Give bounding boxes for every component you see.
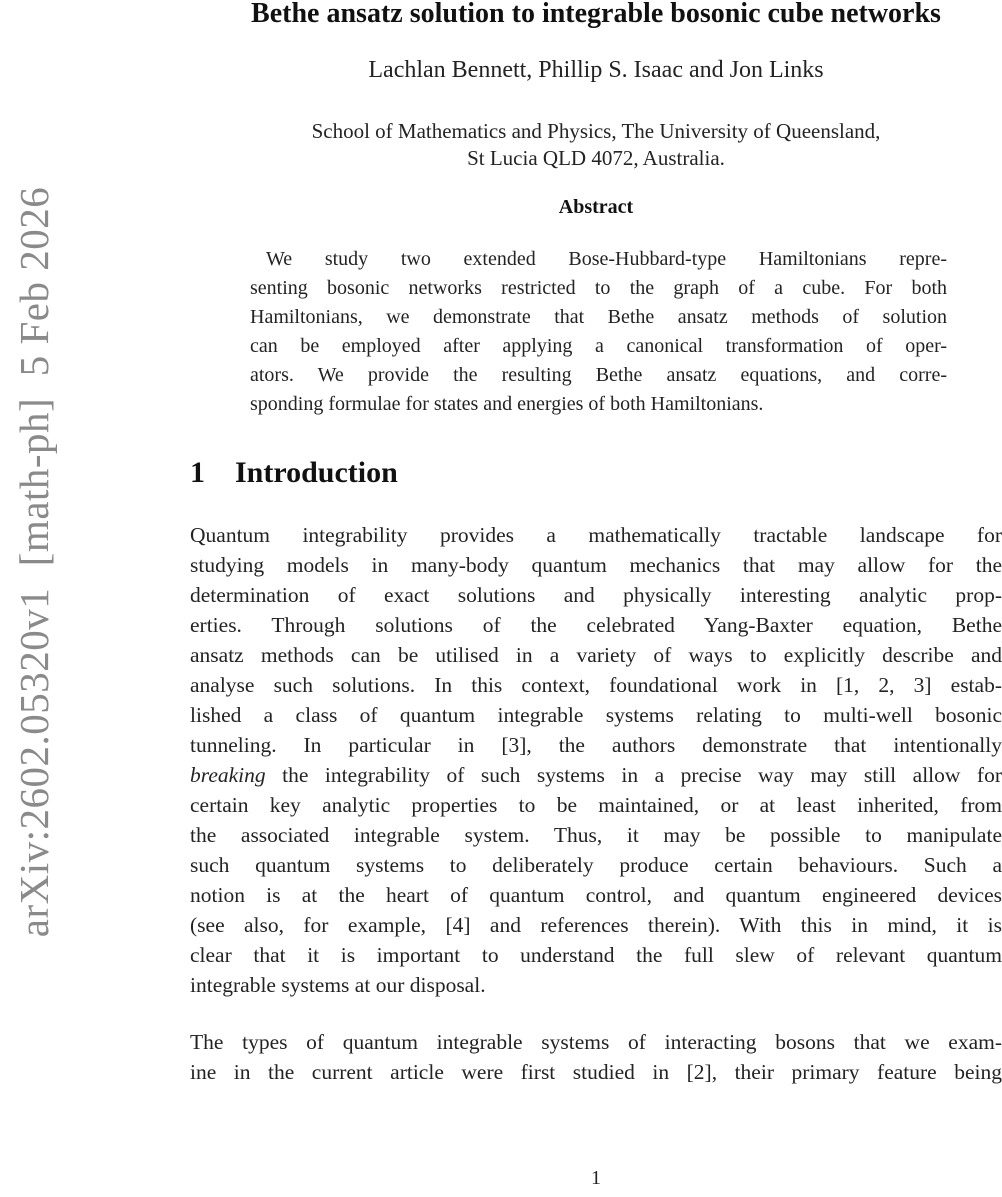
text-line: senting bosonic networks restricted to the graph of a cube. For both <box>250 277 947 299</box>
text-line: The types of quantum integrable systems of interacting bosons that we exam- <box>190 1030 1002 1054</box>
page-number: 1 <box>591 1167 601 1189</box>
text-line: ansatz methods can be utilised in a variety of ways to explicitly describe and <box>190 643 1002 667</box>
paper-content <box>190 0 1002 1114</box>
text-line: ine in the current article were first studied in [2], their primary feature being <box>190 1060 1002 1084</box>
section-number: 1 <box>190 456 205 489</box>
text-line: notion is at the heart of quantum control, and quantum engineered devices <box>190 883 1002 907</box>
text-line: Hamiltonians, we demonstrate that Bethe ansatz methods of solution <box>250 306 947 328</box>
text-line: studying models in many-body quantum mechanics that may allow for the <box>190 553 1002 577</box>
text-line: analyse such solutions. In this context, foundational work in [1, 2, 3] estab- <box>190 673 1002 697</box>
arxiv-watermark: arXiv:2602.05320v1 [math-ph] 5 Feb 2026 <box>11 186 57 938</box>
section-heading <box>190 456 1002 489</box>
text-line: such quantum systems to deliberately produce certain behaviours. Such a <box>190 853 1002 877</box>
text-line: can be employed after applying a canonical transformation of oper- <box>250 335 947 357</box>
text-line: lished a class of quantum integrable systems relating to multi-well bosonic <box>190 703 1002 727</box>
paragraph <box>190 1027 1002 1087</box>
paper-title: Bethe ansatz solution to integrable bosonic cube networks <box>251 0 941 29</box>
text-line: clear that it is important to understand the full slew of relevant quantum <box>190 943 1002 967</box>
affiliation-block <box>190 118 1002 172</box>
abstract-text <box>250 245 947 419</box>
text-line: erties. Through solutions of the celebrated Yang-Baxter equation, Bethe <box>190 613 1002 637</box>
paper-authors: Lachlan Bennett, Phillip S. Isaac and Jon Links <box>368 57 824 83</box>
text-line: the associated integrable system. Thus, it may be possible to manipulate <box>190 823 1002 847</box>
affiliation-line-2: St Lucia QLD 4072, Australia. <box>467 146 725 170</box>
text-line: sponding formulae for states and energies of both Hamiltonians. <box>250 393 764 415</box>
paragraph <box>190 520 1002 1000</box>
text-line: Quantum integrability provides a mathematically tractable landscape for <box>190 523 1002 547</box>
body-paragraphs <box>190 520 1002 1087</box>
text-line: certain key analytic properties to be maintained, or at least inherited, from <box>190 793 1002 817</box>
text-line: integrable systems at our disposal. <box>190 973 486 997</box>
abstract-heading: Abstract <box>558 196 634 218</box>
text-line: breaking the integrability of such systems in a precise way may still allow for <box>190 763 1002 787</box>
text-line: (see also, for example, [4] and references therein). With this in mind, it is <box>190 913 1002 937</box>
text-line: We study two extended Bose-Hubbard-type Hamiltonians repre- <box>266 248 947 270</box>
text-line: tunneling. In particular in [3], the authors demonstrate that intentionally <box>190 733 1002 757</box>
text-line: determination of exact solutions and physically interesting analytic prop- <box>190 583 1002 607</box>
text-line: ators. We provide the resulting Bethe ansatz equations, and corre- <box>250 364 947 386</box>
section-title: Introduction <box>235 456 398 489</box>
affiliation-line-1: School of Mathematics and Physics, The University of Queensland, <box>311 119 881 143</box>
